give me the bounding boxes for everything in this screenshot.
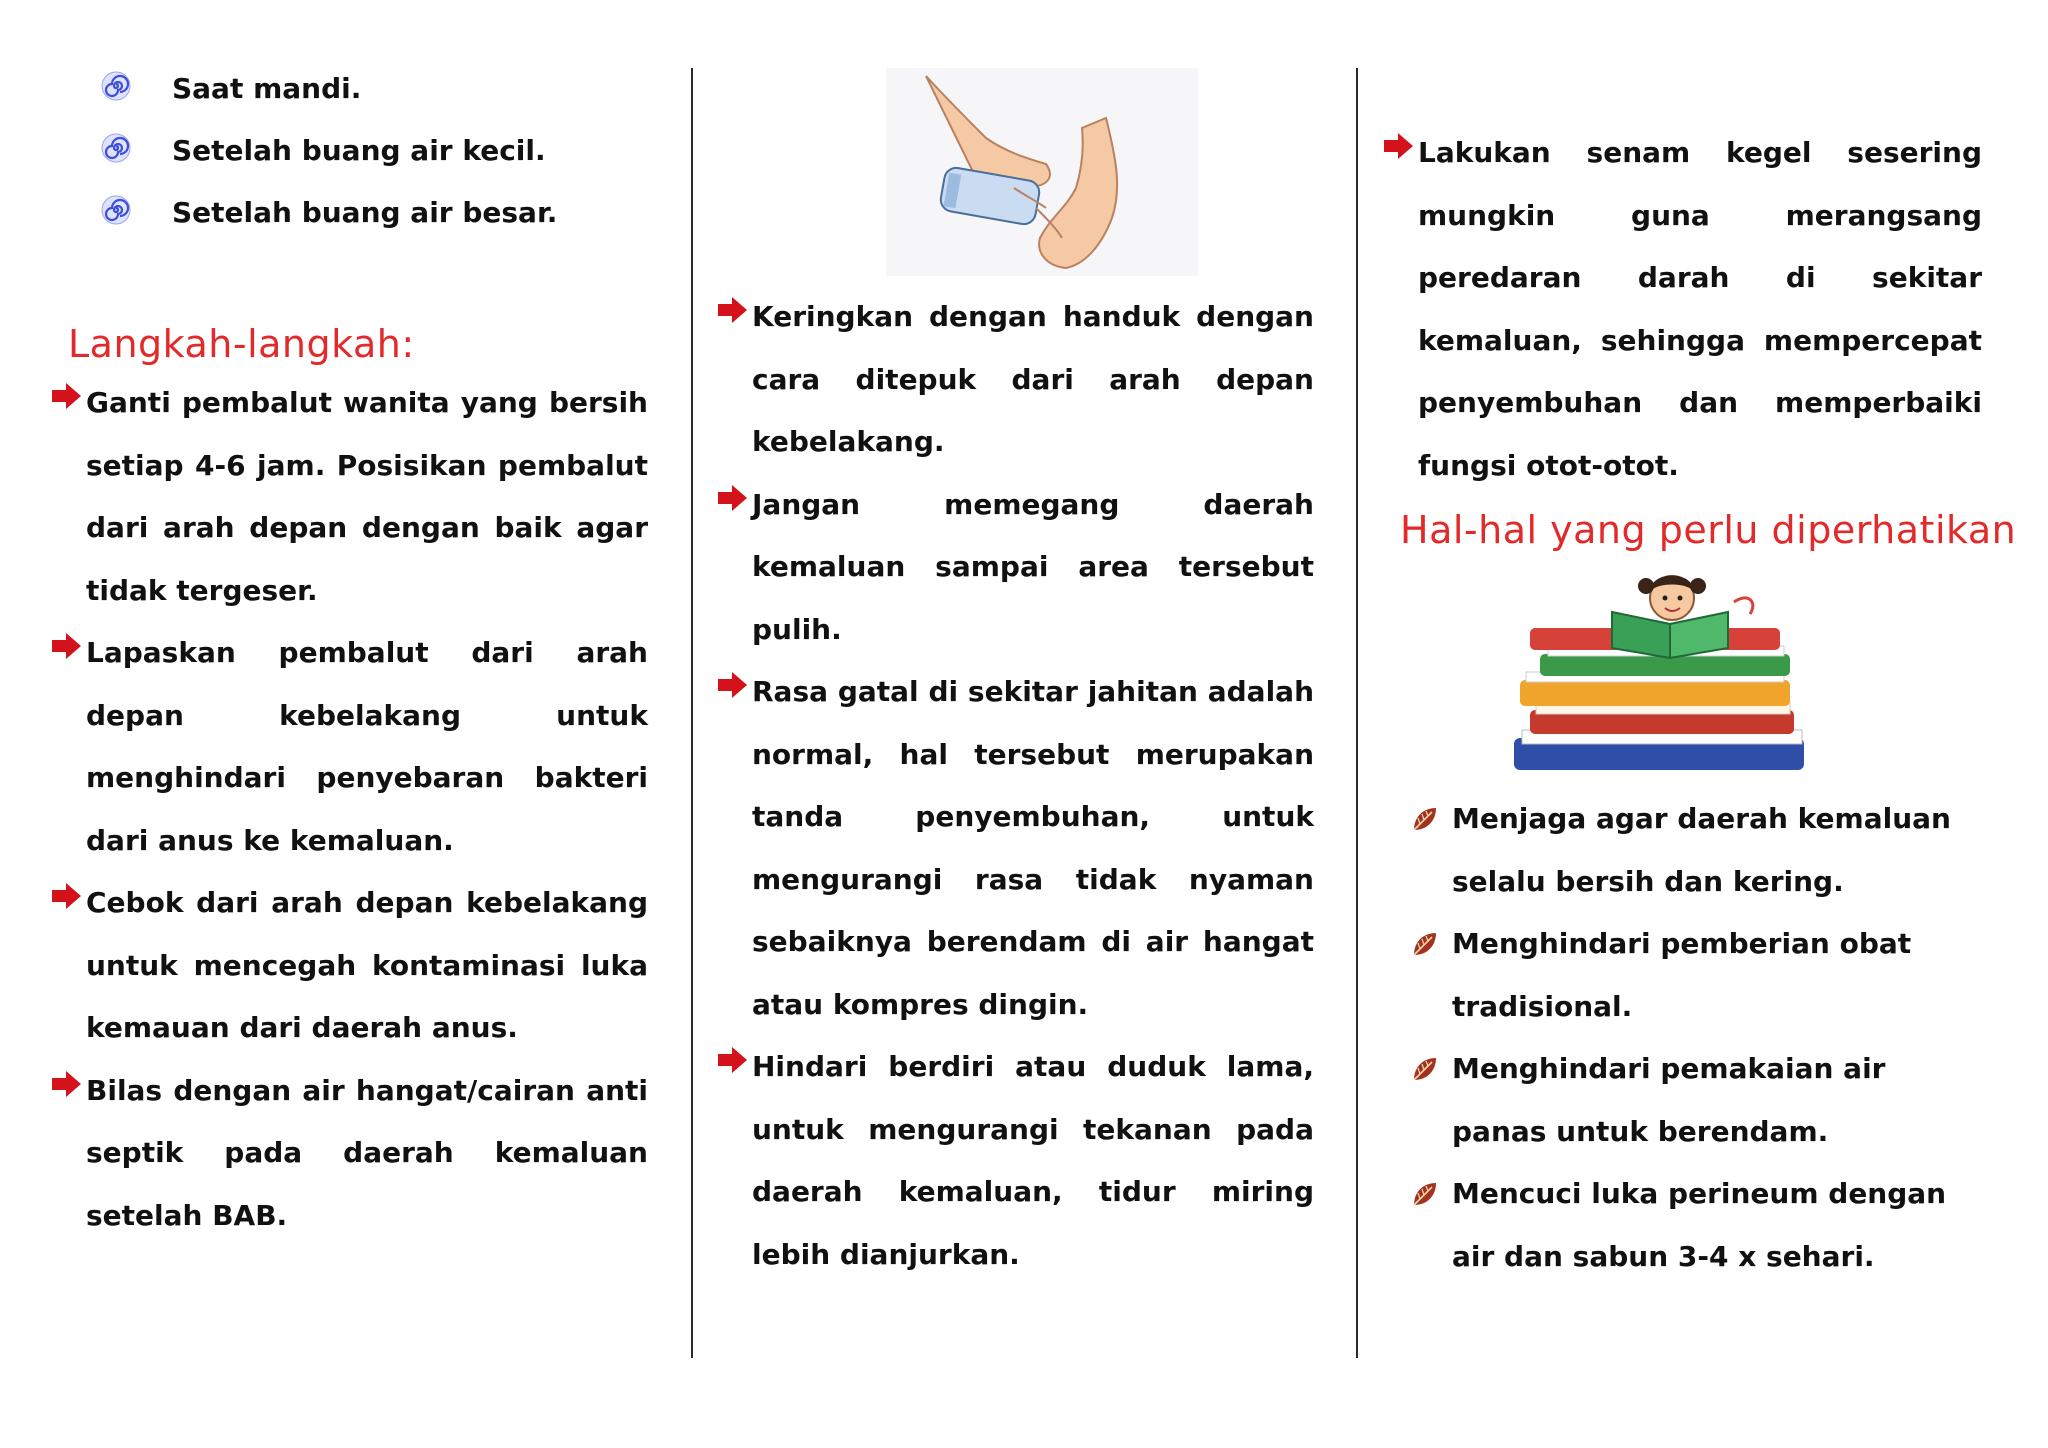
column-divider-right (1356, 68, 1358, 1358)
list-item (50, 622, 648, 872)
list-item (716, 474, 1314, 662)
list-item-text: Mencuci luka perineum dengan air dan sabun 3-4 x sehari. (1452, 1177, 1947, 1273)
steps-list (50, 372, 648, 1247)
list-item (100, 68, 660, 130)
leaf-bullet-icon (1410, 1054, 1440, 1084)
steps-list-continued (716, 286, 1314, 1286)
red-arrow-icon (50, 382, 82, 410)
list-item-text: Keringkan dengan handuk dengan cara ditepuk dari arah depan kebelakang. (752, 300, 1314, 458)
list-item-text: Lapaskan pembalut dari arah depan kebelakang untuk menghindari penyebaran bakteri dari anus ke kemaluan. (86, 636, 648, 857)
list-item (100, 192, 660, 254)
list-item-text: Ganti pembalut wanita yang bersih setiap 4-6 jam. Posisikan pembalut dari arah depan dengan baik agar tidak tergeser. (86, 386, 648, 607)
spiral-bullet-icon (100, 194, 132, 226)
list-item (50, 1060, 648, 1248)
list-item (1408, 913, 1988, 1038)
list-item-text: Jangan memegang daerah kemaluan sampai area tersebut pulih. (752, 487, 1314, 646)
heading-things-to-note: Hal-hal yang perlu diperhatikan (1400, 508, 2017, 552)
leaf-bullet-icon (1410, 804, 1440, 834)
red-arrow-icon (716, 671, 748, 699)
list-item (50, 372, 648, 622)
list-item-text: Menjaga agar daerah kemaluan selalu bersih dan kering. (1452, 802, 1951, 898)
red-arrow-icon (50, 882, 82, 910)
red-arrow-icon (50, 632, 82, 660)
precautions-list (1408, 788, 1988, 1288)
list-item-text: Setelah buang air kecil. (172, 134, 546, 167)
spiral-bullet-icon (100, 70, 132, 102)
list-item (716, 661, 1314, 1036)
list-item (716, 1036, 1314, 1286)
list-item-text: Saat mandi. (172, 72, 362, 105)
list-item (1408, 1163, 1988, 1288)
list-item-text: Menghindari pemakaian air panas untuk berendam. (1452, 1052, 1886, 1148)
leaf-bullet-icon (1410, 929, 1440, 959)
list-item-text: Menghindari pemberian obat tradisional. (1452, 927, 1912, 1023)
spiral-bullet-icon (100, 132, 132, 164)
red-arrow-icon (716, 1046, 748, 1074)
red-arrow-icon (50, 1070, 82, 1098)
list-item (1408, 788, 1988, 913)
leaf-bullet-icon (1410, 1179, 1440, 1209)
list-item (716, 286, 1314, 474)
list-item (1408, 1038, 1988, 1163)
list-item-text: Bilas dengan air hangat/cairan anti septik pada daerah kemaluan setelah BAB. (86, 1073, 648, 1232)
list-item (1382, 122, 1982, 497)
list-item-text: Hindari berdiri atau duduk lama, untuk mengurangi tekanan pada daerah kemaluan, tidur miring lebih dianjurkan. (752, 1050, 1314, 1271)
hands-pouring-water-illustration (886, 68, 1198, 276)
list-item-text: Setelah buang air besar. (172, 196, 558, 229)
list-item-text: Cebok dari arah depan kebelakang untuk mencegah kontaminasi luka kemauan dari daerah anus. (86, 886, 648, 1044)
heading-steps: Langkah-langkah: (68, 322, 415, 366)
column-divider-left (691, 68, 693, 1358)
red-arrow-icon (716, 296, 748, 324)
girl-reading-books-illustration (1500, 562, 1840, 786)
list-item-text: Lakukan senam kegel sesering mungkin guna merangsang peredaran darah di sekitar kemaluan, sehingga mempercepat penyembuhan dan memperbaiki fungsi otot-otot. (1418, 136, 1982, 482)
kegel-advice-list (1382, 122, 1982, 497)
bathing-times-list (100, 68, 660, 254)
red-arrow-icon (1382, 132, 1414, 160)
list-item (100, 130, 660, 192)
red-arrow-icon (716, 484, 748, 512)
list-item (50, 872, 648, 1060)
list-item-text: Rasa gatal di sekitar jahitan adalah normal, hal tersebut merupakan tanda penyembuhan, untuk mengurangi rasa tidak nyaman sebaiknya berendam di air hangat atau kompres dingin. (752, 675, 1314, 1021)
